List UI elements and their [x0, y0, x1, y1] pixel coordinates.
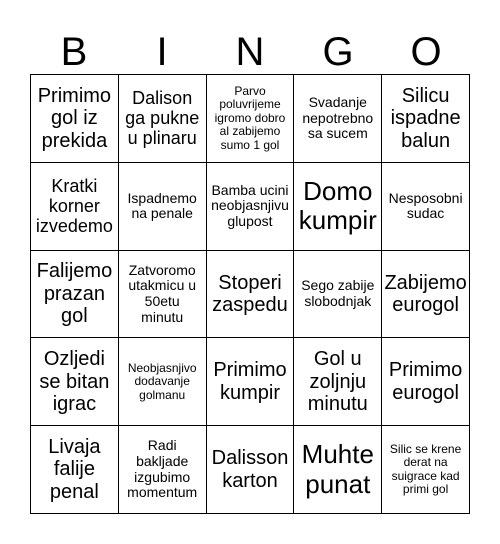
bingo-cell[interactable]: Svadanje nepotrebno sa sucem: [294, 75, 382, 163]
bingo-cell[interactable]: Primimo kumpir: [207, 338, 295, 426]
bingo-cell[interactable]: Primimo eurogol: [382, 338, 470, 426]
bingo-cell[interactable]: Stoperi zaspedu: [207, 251, 295, 339]
bingo-cell[interactable]: Neobjasnjivo dodavanje golmanu: [119, 338, 207, 426]
bingo-cell[interactable]: Ispadnemo na penale: [119, 163, 207, 251]
bingo-cell[interactable]: Silic se krene derat na suigrace kad primi gol: [382, 426, 470, 514]
bingo-header: [30, 30, 470, 74]
bingo-cell[interactable]: Domo kumpir: [294, 163, 382, 251]
bingo-cell[interactable]: Bamba ucini neobjasnjivu glupost: [207, 163, 295, 251]
header-letter-o: O: [410, 30, 442, 74]
header-letter-i: I: [156, 30, 168, 74]
bingo-cell[interactable]: Primimo gol iz prekida: [31, 75, 119, 163]
bingo-cell[interactable]: Livaja falije penal: [31, 426, 119, 514]
bingo-cell[interactable]: Nesposobni sudac: [382, 163, 470, 251]
bingo-cell[interactable]: Silicu ispadne balun: [382, 75, 470, 163]
header-letter-b: B: [60, 30, 88, 74]
bingo-cell[interactable]: Muhte punat: [294, 426, 382, 514]
bingo-cell[interactable]: Radi bakljade izgubimo momentum: [119, 426, 207, 514]
bingo-grid: [30, 74, 470, 514]
bingo-cell[interactable]: Zabijemo eurogol: [382, 251, 470, 339]
bingo-cell[interactable]: Kratki korner izvedemo: [31, 163, 119, 251]
bingo-cell[interactable]: Parvo poluvrijeme igromo dobro al zabijemo sumo 1 gol: [207, 75, 295, 163]
bingo-cell[interactable]: Dalison ga pukne u plinaru: [119, 75, 207, 163]
bingo-cell[interactable]: Dalisson karton: [207, 426, 295, 514]
bingo-cell[interactable]: Ozljedi se bitan igrac: [31, 338, 119, 426]
bingo-cell[interactable]: Sego zabije slobodnjak: [294, 251, 382, 339]
header-letter-g: G: [322, 30, 354, 74]
header-letter-n: N: [235, 30, 265, 74]
bingo-cell[interactable]: Falijemo prazan gol: [31, 251, 119, 339]
bingo-cell[interactable]: Gol u zoljnju minutu: [294, 338, 382, 426]
bingo-cell[interactable]: Zatvoromo utakmicu u 50etu minutu: [119, 251, 207, 339]
